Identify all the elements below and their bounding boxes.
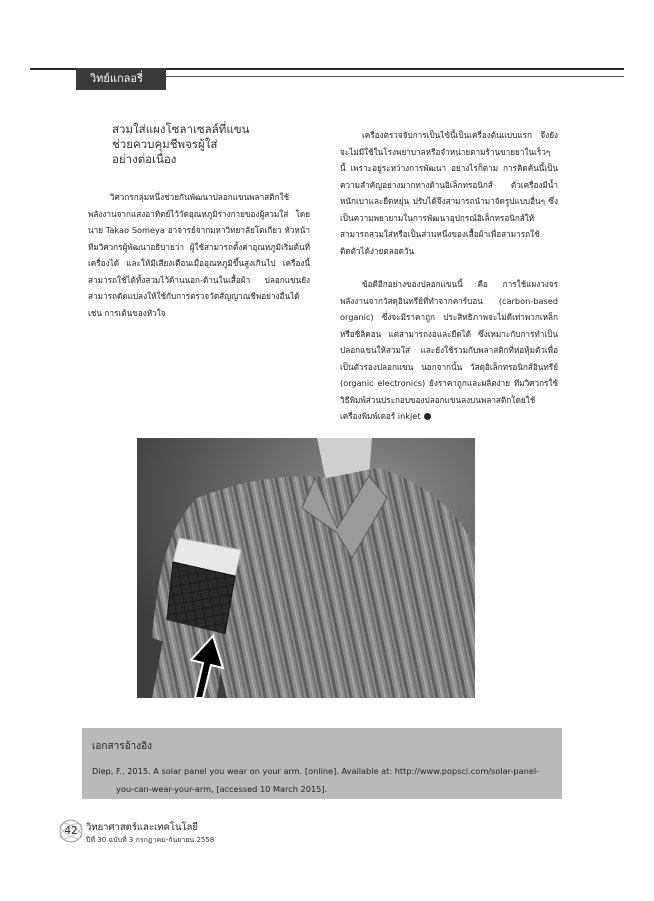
paragraph-3-text: ข้อดีอีกอย่างของปลอกแขนนี้ คือ การใช้แผงวงจรพลังงานจากวัสดุอินทรีย์ที่ทำจากคาร์บอน (carbon-based organic) ซึ่งจะมีราคาถูก ประสิทธิภาพจะไม่ดีเท่าพวกเหล็กหรือซิลิคอน แต่สามารถงอและยืดได้ ซึ่งเหมาะกับการทำเป็นปลอกแขนให้สวมใส่ และยังใช้ร่วมกับพลาสติกที่ห่อหุ้มตัวเพื่อเป็นตัวรองปลอกแขน นอกจากนั้น วัสดุอิเล็กทรอนิกส์อินทรีย์ (organic electronics) ยังราคาถูกและผลิตง่าย ทีมวิศวกรใช้วิธีพิมพ์ส่วนประกอบของปลอกแขนลงบนพลาสติกโดยใช้เครื่องพิมพ์เตอร์ inkjet: [340, 279, 558, 421]
header-rule-thin: [166, 76, 624, 77]
page-number: 42: [64, 825, 78, 837]
references-box: [82, 728, 562, 799]
issue-info: ปีที่ 30 ฉบับที่ 3 กรกฎาคม-กันยายน 2558: [86, 836, 215, 844]
section-label: วิทย์แกลอรี่: [90, 72, 143, 85]
paragraph-1: วิศวกรกลุ่มหนึ่งช่วยกันพัฒนาปลอกแขนพลาสติกใช้พลังงานจากแสงอาทิตย์ไว้วัดอุณหภูมิร่างกายของผู้สวมใส่ โดยนาย Takao Someya อาจารย์จากมหาวิทยาลัยโตเกียว หัวหน้าทีมวิศวกรผู้พัฒนาอธิบายว่า ผู้ใช้สามารถตั้งค่าอุณหภูมิเริ่มต้นที่เครื่องได้ และให้มีเสียงเตือนเมื่ออุณหภูมิขึ้นสูงเกินไป เครื่องนี้สามารถใช้ได้ทั้งสวมไว้ด้านนอก-ด้านในเสื้อผ้า ปลอกแขนยังสามารถดัดแปลงให้ใช้กับการตรวจวัดสัญญาณชีพอย่างอื่นได้ เช่น การเต้นของหัวใจ: [88, 192, 310, 318]
end-mark-icon: [424, 413, 431, 420]
subtitle-line: สวมใส่แผงโซลาเซลล์ที่แขน: [112, 122, 250, 136]
paragraph-3: [340, 276, 558, 425]
solar-armband-photo: [137, 438, 475, 698]
paragraph-2: เครื่องตรวจจับการเป็นไข้นี้เป็นเครื่องต้นแบบแรก จึงยังจะไม่มีใช้ในโรงพยาบาลหรือจำหน่ายตามร้านขายยาในเร็วๆ นี้ เพราะอยู่ระหว่างการพัฒนา อย่างไรก็ตาม การคิดค้นนี้เป็นความสำคัญอย่างมากทางด้านอิเล็กทรอนิกส์ ตัวเครื่องมีน้ำหนักเบาและยืดหยุ่น ปรับได้จึงสามารถนำมาจัดรูปแบบอื่นๆ ซึ่งเป็นความพยายามในการพัฒนาอุปกรณ์อิเล็กทรอนิกส์ให้สามารถสวมใส่หรือเป็นส่วนหนึ่งของเสื้อผ้าเพื่อสามารถใช้ติดตัวได้ง่ายตลอดวัน: [340, 130, 558, 256]
subtitle-line: อย่างต่อเนื่อง: [112, 152, 177, 166]
references-title: เอกสารอ้างอิง: [92, 741, 152, 752]
subtitle-line: ช่วยควบคุมชีพจรผู้ใส่: [112, 137, 218, 151]
reference-entry: [92, 763, 554, 798]
article-photo: [137, 438, 475, 698]
section-tab: [76, 68, 166, 90]
magazine-title: วิทยาศาสตร์และเทคโนโลยี: [86, 822, 198, 833]
article-subtitle: [112, 122, 302, 167]
reference-line-continued: you-can-wear-your-arm, [accessed 10 March 2015].: [116, 783, 328, 794]
reference-line: Diep, F., 2015. A solar panel you wear on your arm. [online]. Available at: http://www.popsci.com/solar-panel-: [92, 766, 540, 776]
